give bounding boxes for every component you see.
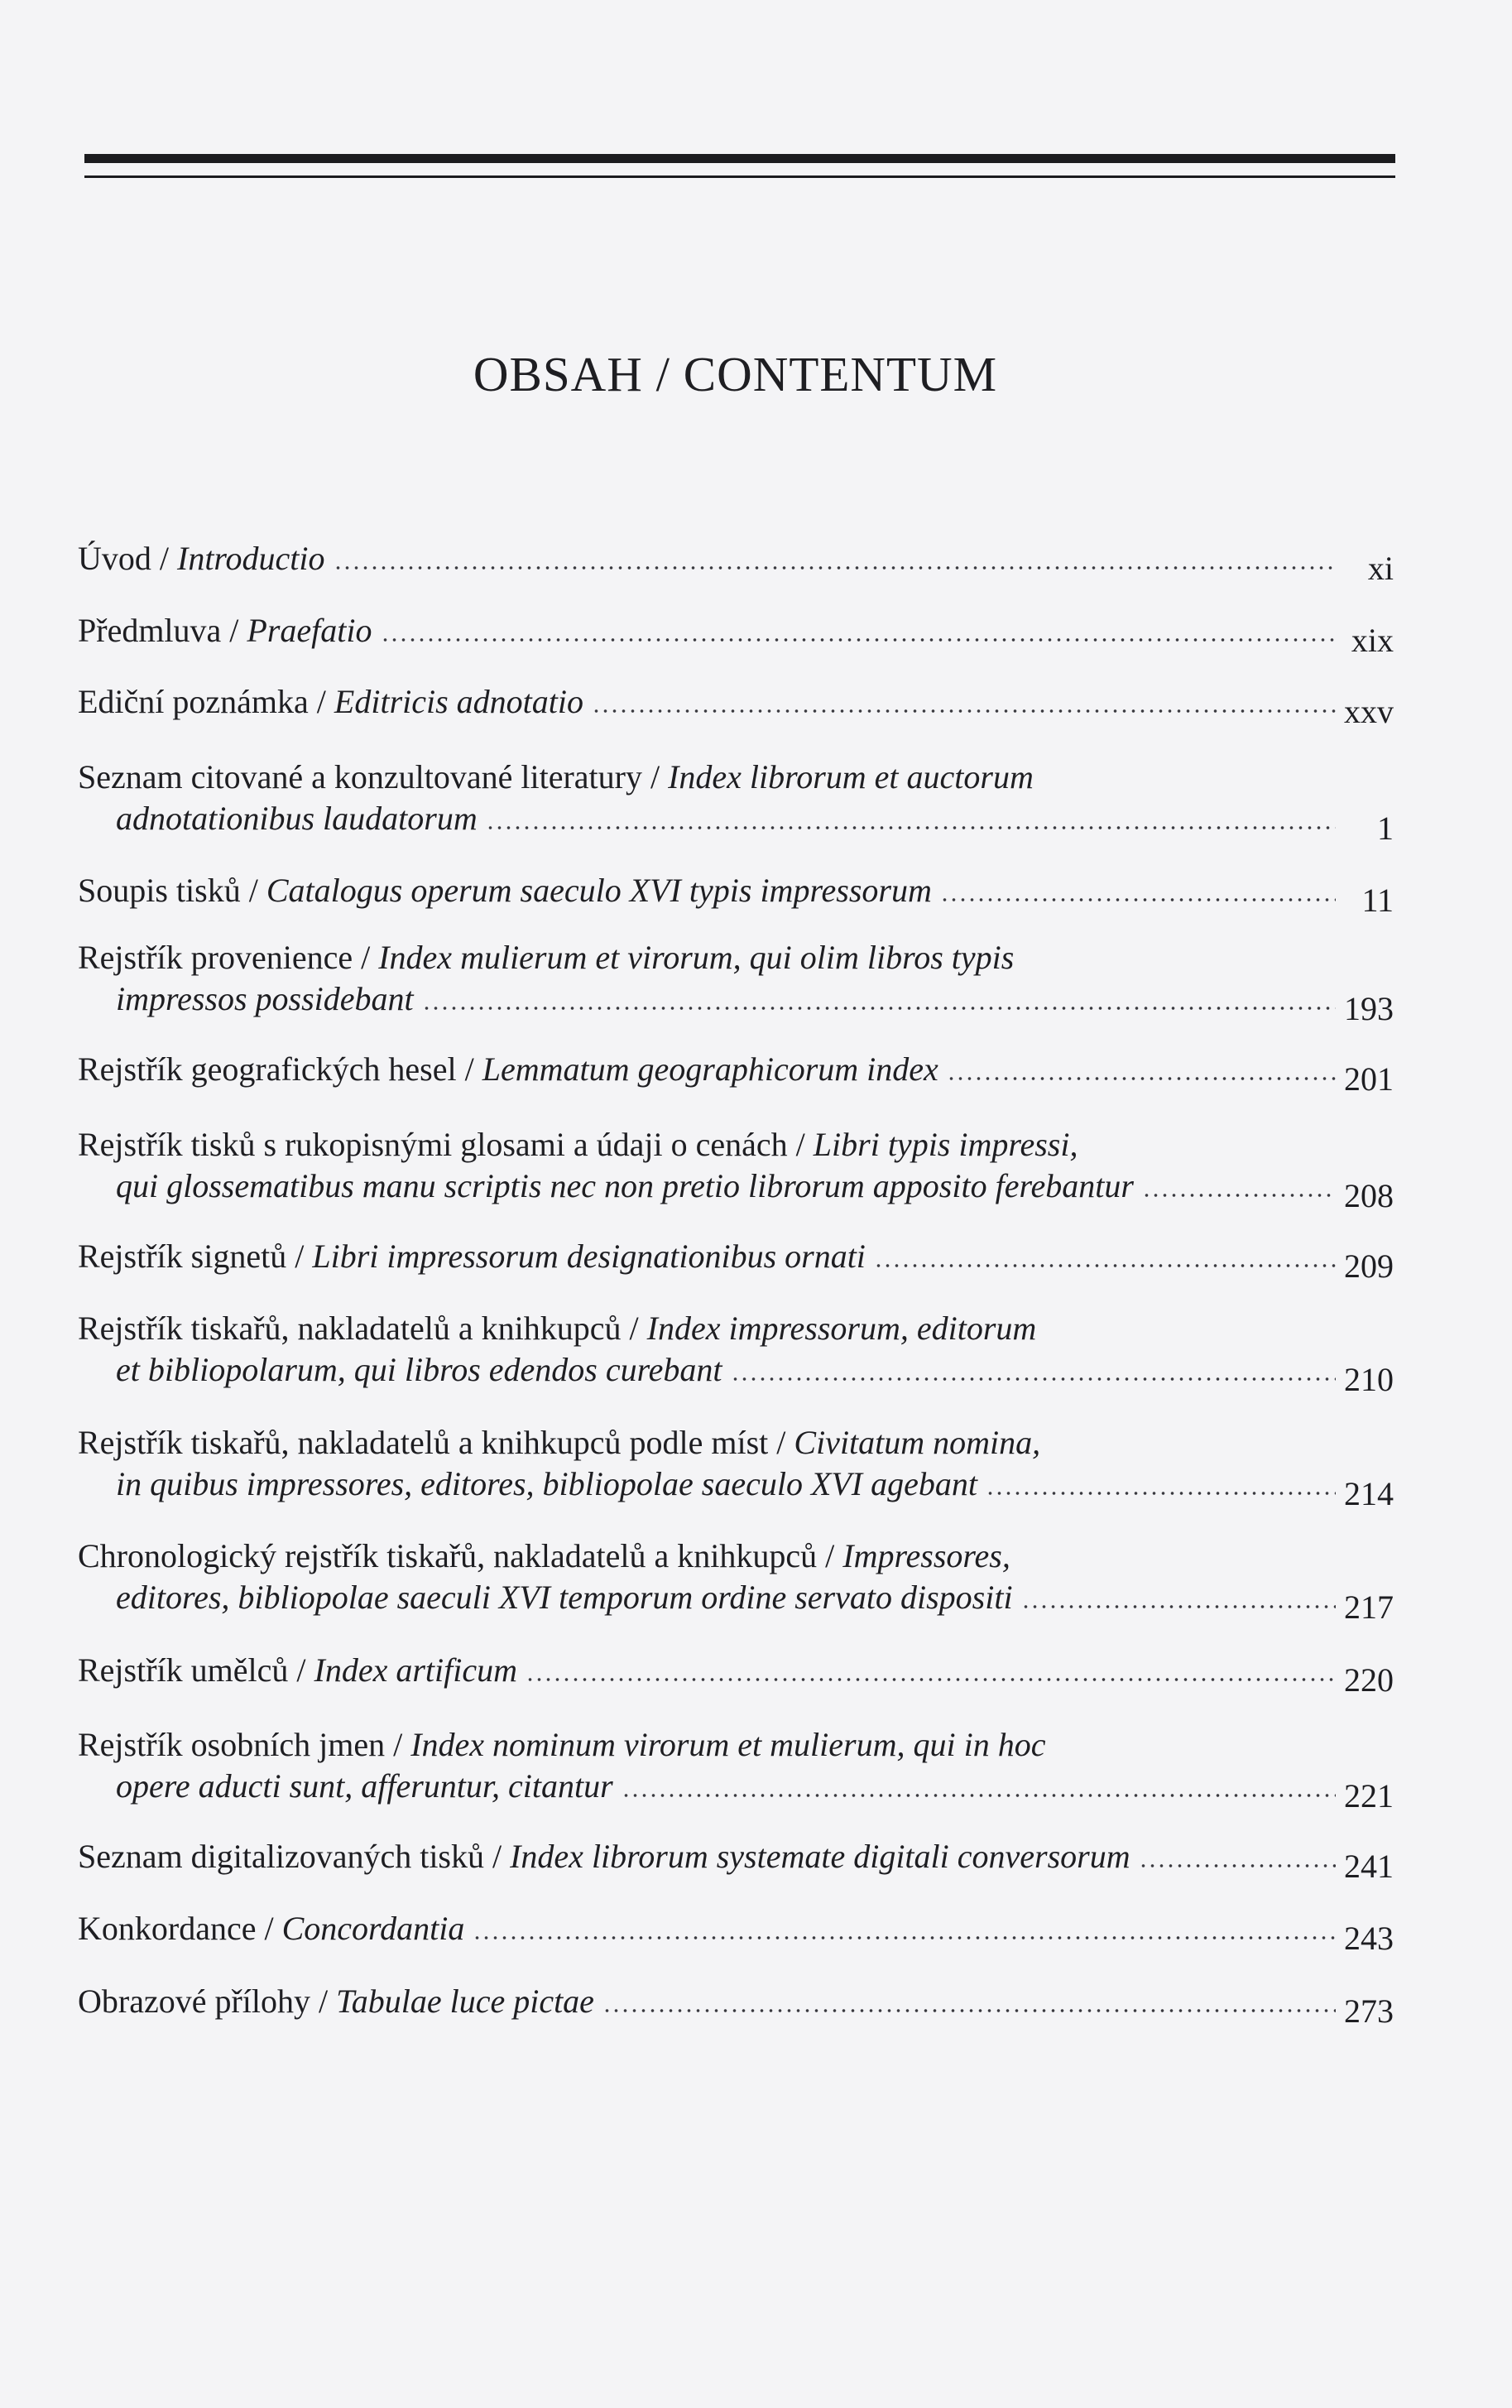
dot-leader <box>1139 1864 1336 1867</box>
entry-latin-title-cont: et bibliopolarum, qui libros edendos curebant <box>116 1351 722 1388</box>
entry-page-number: 220 <box>1344 1661 1394 1699</box>
page-title: OBSAH / CONTENTUM <box>473 347 998 401</box>
toc-entry-soupis-tisku[interactable] <box>78 870 1394 919</box>
entry-page-number: 214 <box>1344 1475 1394 1512</box>
entry-latin-title: Lemmatum geographicorum index <box>482 1050 938 1088</box>
entry-latin-title: Catalogus operum saeculo XVI typis impressorum <box>266 872 932 909</box>
entry-czech-title: Soupis tisků / <box>78 872 266 909</box>
entry-czech-title: Konkordance / <box>78 1910 282 1947</box>
entry-page-number: 208 <box>1344 1177 1394 1214</box>
dot-leader <box>1021 1605 1336 1608</box>
entry-page-number: 210 <box>1344 1361 1394 1398</box>
toc-entry-obrazove-prilohy[interactable] <box>78 1981 1394 2030</box>
entry-latin-title: Index impressorum, editorum <box>646 1310 1037 1347</box>
entry-page-number: xix <box>1351 622 1394 659</box>
toc-entry-predmluva[interactable] <box>78 610 1394 659</box>
entry-latin-title-cont: in quibus impressores, editores, bibliopolae saeculo XVI agebant <box>116 1465 977 1502</box>
entry-latin-title: Libri impressorum designationibus ornati <box>312 1238 866 1275</box>
entry-page-number: 221 <box>1344 1777 1394 1814</box>
entry-latin-title: Editricis adnotatio <box>334 683 584 720</box>
entry-page-number: 193 <box>1344 990 1394 1027</box>
entry-czech-title: Rejstřík tiskařů, nakladatelů a knihkupců podle míst / <box>78 1424 794 1461</box>
entry-czech-title: Chronologický rejstřík tiskařů, nakladatelů a knihkupců / <box>78 1537 843 1574</box>
entry-czech-title: Rejstřík provenience / <box>78 939 379 976</box>
dot-leader <box>874 1264 1336 1267</box>
toc-entry-digitalizovane-tisky[interactable] <box>78 1836 1394 1885</box>
entry-page-number: 1 <box>1377 810 1394 847</box>
entry-czech-title: Obrazové přílohy / <box>78 1983 337 2020</box>
table-of-contents <box>78 0 1394 2408</box>
dot-leader <box>592 709 1336 713</box>
toc-entry-seznam-literatury[interactable] <box>78 757 1394 847</box>
entry-czech-title: Úvod / <box>78 540 177 577</box>
entry-latin-title: Index librorum et auctorum <box>668 758 1034 795</box>
entry-page-number: 241 <box>1344 1848 1394 1885</box>
entry-czech-title: Rejstřík geografických hesel / <box>78 1050 482 1088</box>
entry-czech-title: Rejstřík signetů / <box>78 1238 313 1275</box>
toc-entry-chronologicky-rejstrik[interactable] <box>78 1536 1394 1626</box>
entry-czech-title: Rejstřík tisků s rukopisnými glosami a údaji o cenách / <box>78 1126 814 1163</box>
entry-czech-title: Seznam digitalizovaných tisků / <box>78 1838 511 1875</box>
toc-entry-rejstrik-signetu[interactable] <box>78 1236 1394 1285</box>
entry-czech-title: Rejstřík osobních jmen / <box>78 1726 411 1763</box>
entry-latin-title: Index nominum virorum et mulierum, qui in hoc <box>410 1726 1046 1763</box>
toc-entry-edicni-poznamka[interactable] <box>78 681 1394 730</box>
dot-leader <box>422 1007 1336 1010</box>
dot-leader <box>947 1077 1336 1080</box>
entry-latin-title: Introductio <box>177 540 325 577</box>
entry-page-number: xxv <box>1344 693 1394 730</box>
toc-entry-konkordance[interactable] <box>78 1908 1394 1957</box>
toc-entry-tiskari[interactable] <box>78 1308 1394 1398</box>
entry-czech-title: Rejstřík tiskařů, nakladatelů a knihkupců / <box>78 1310 647 1347</box>
entry-latin-title: Tabulae luce pictae <box>336 1983 594 2020</box>
toc-entry-geograficka-hesla[interactable] <box>78 1049 1394 1098</box>
entry-latin-title: Civitatum nomina, <box>794 1424 1041 1461</box>
entry-latin-title-cont: adnotationibus laudatorum <box>116 800 478 837</box>
toc-entry-rukopisne-glosy[interactable] <box>78 1124 1394 1214</box>
entry-page-number: 11 <box>1361 882 1394 919</box>
dot-leader <box>602 2009 1336 2012</box>
entry-latin-title-cont: editores, bibliopolae saeculi XVI temporum ordine servato dispositi <box>116 1579 1013 1616</box>
dot-leader <box>334 566 1337 570</box>
toc-entry-rejstrik-umelcu[interactable] <box>78 1650 1394 1699</box>
entry-latin-title-cont: impressos possidebant <box>116 980 414 1017</box>
toc-entry-rejstrik-provenience[interactable] <box>78 937 1394 1027</box>
entry-latin-title: Praefatio <box>247 612 372 649</box>
dot-leader <box>731 1377 1336 1381</box>
dot-leader <box>473 1936 1336 1939</box>
dot-leader <box>381 638 1336 642</box>
entry-latin-title: Concordantia <box>281 1910 465 1947</box>
entry-latin-title: Impressores, <box>842 1537 1010 1574</box>
entry-page-number: xi <box>1367 550 1394 587</box>
entry-latin-title: Index librorum systemate digitali conversorum <box>510 1838 1130 1875</box>
entry-latin-title-cont: qui glossematibus manu scriptis nec non pretio librorum apposito ferebantur <box>116 1167 1134 1204</box>
dot-leader <box>940 898 1336 901</box>
entry-czech-title: Rejstřík umělců / <box>78 1651 314 1689</box>
entry-latin-title: Index mulierum et virorum, qui olim libros typis <box>378 939 1015 976</box>
entry-czech-title: Seznam citované a konzultované literatury / <box>78 758 669 795</box>
entry-page-number: 209 <box>1344 1247 1394 1285</box>
entry-page-number: 217 <box>1344 1589 1394 1626</box>
dot-leader <box>486 826 1336 829</box>
entry-page-number: 201 <box>1344 1060 1394 1098</box>
dot-leader <box>526 1678 1336 1681</box>
toc-entry-uvod[interactable] <box>78 538 1394 587</box>
entry-page-number: 273 <box>1344 1992 1394 2030</box>
dot-leader <box>622 1794 1336 1797</box>
entry-latin-title-cont: opere aducti sunt, afferuntur, citantur <box>116 1767 613 1805</box>
entry-czech-title: Ediční poznámka / <box>78 683 334 720</box>
entry-page-number: 243 <box>1344 1920 1394 1957</box>
dot-leader <box>986 1492 1336 1495</box>
entry-latin-title: Index artificum <box>314 1651 518 1689</box>
toc-entry-osobni-jmena[interactable] <box>78 1724 1394 1814</box>
entry-czech-title: Předmluva / <box>78 612 247 649</box>
entry-latin-title: Libri typis impressi, <box>813 1126 1078 1163</box>
toc-entry-tiskari-podle-mist[interactable] <box>78 1422 1394 1512</box>
dot-leader <box>1142 1194 1336 1197</box>
